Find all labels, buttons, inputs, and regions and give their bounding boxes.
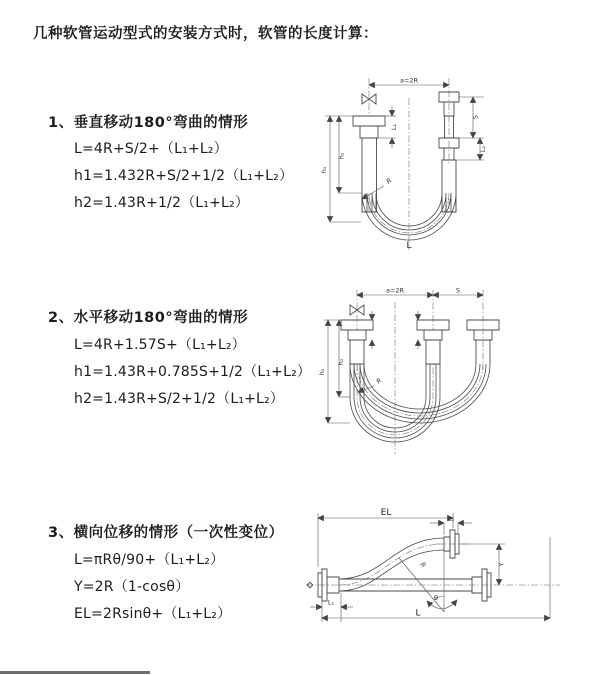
- hose-u-bend-displaced: [350, 364, 490, 423]
- length-label: L: [406, 241, 412, 251]
- formula-line: EL=2Rsinθ+（L₁+L₂）: [74, 606, 232, 622]
- diagram-labels: [318, 287, 460, 386]
- diagram-labels: [328, 508, 506, 619]
- dim-label-h1: h₁: [320, 166, 328, 174]
- hose-s-curve-displaced: [339, 538, 444, 591]
- dim-label-s: S: [455, 286, 461, 295]
- section-heading-2: 2、水平移动180°弯曲的情形: [48, 310, 249, 326]
- formula-line: h1=1.43R+0.785S+1/2（L₁+L₂）: [74, 364, 312, 380]
- section-heading-3: 3、横向位移的情形（一次性变位）: [48, 525, 284, 541]
- left-flange-fitting: [341, 320, 373, 364]
- diagram-vertical-180-bend: [303, 70, 563, 260]
- dim-label-l2: L₂: [479, 145, 487, 153]
- section-heading-1: 1、垂直移动180°弯曲的情形: [48, 115, 249, 131]
- page-title: 几种软管运动型式的安装方式时，软管的长度计算：: [33, 26, 378, 42]
- theta-label: θ: [434, 594, 438, 602]
- dim-label-el: EL: [380, 508, 392, 518]
- dim-label-h2: h₂: [337, 358, 345, 366]
- formula-line: L=4R+S/2+（L₁+L₂）: [74, 141, 228, 157]
- formula-line: h1=1.432R+S/2+1/2（L₁+L₂）: [74, 168, 294, 184]
- diagram-labels: [320, 77, 487, 252]
- dim-label-y: Y: [497, 562, 506, 567]
- dim-label-a2r: a=2R: [385, 286, 405, 295]
- dimension-lines: [325, 85, 484, 222]
- formula-line: L=πRθ/90+（L₁+L₂）: [74, 552, 225, 568]
- formula-line: Y=2R（1-cosθ）: [74, 579, 190, 595]
- dimension-lines: [324, 295, 483, 423]
- dim-label-l1: L₁: [390, 123, 398, 131]
- dim-label-s: S: [471, 114, 480, 120]
- radius-label: R: [374, 376, 384, 386]
- dim-label-l1: L₁: [327, 598, 335, 607]
- formula-line: h2=1.43R+1/2（L₁+L₂）: [74, 195, 250, 211]
- middle-flange-fitting: [417, 320, 449, 364]
- dim-label-h2: h₂: [337, 152, 346, 160]
- diagram-lateral-displacement: [298, 503, 598, 651]
- length-label: L: [415, 608, 421, 619]
- radius-label: R: [384, 176, 394, 186]
- page-edge-artifact: [0, 671, 150, 674]
- dimension-lines: [310, 513, 550, 622]
- diagram-horizontal-180-bend: [303, 282, 575, 469]
- formula-line: h2=1.43R+S/2+1/2（L₁+L₂）: [74, 391, 285, 407]
- formula-line: L=4R+1.57S+（L₁+L₂）: [74, 337, 246, 353]
- construction-lines: [399, 551, 457, 612]
- dim-label-a2r: a=2R: [399, 76, 419, 85]
- dim-label-l2: L₂: [447, 515, 455, 523]
- dim-label-h1: h₁: [318, 368, 326, 376]
- radius-label: R: [418, 560, 428, 570]
